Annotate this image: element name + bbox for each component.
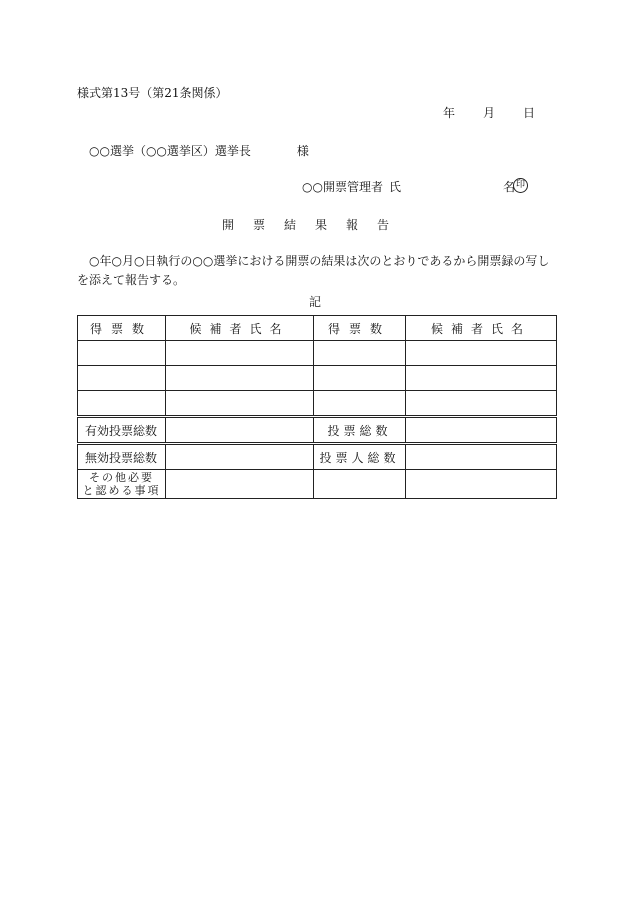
cell[interactable] <box>314 366 406 391</box>
body-text: ○年○月○日執行の○○選挙における開票の結果は次のとおりであるから開票録の写しを添えて報告する。 <box>77 254 550 287</box>
invalid-total-row <box>78 444 557 470</box>
valid-total-row <box>78 417 557 444</box>
results-table <box>77 315 557 499</box>
voter-total-label: 投票人総数 <box>314 444 406 470</box>
vote-total-label: 投票総数 <box>314 417 406 444</box>
seal-area <box>503 178 528 195</box>
addressee <box>89 142 309 159</box>
sender-surname: 氏 <box>388 180 401 194</box>
other-value-1[interactable] <box>166 470 314 499</box>
header-candidate-1: 候補者氏名 <box>166 316 314 341</box>
cell[interactable] <box>166 391 314 417</box>
seal-icon: 印 <box>513 178 528 193</box>
other-label-line2: と認める事項 <box>82 484 161 497</box>
date-month: 月 <box>483 106 496 120</box>
other-value-2[interactable] <box>314 470 406 499</box>
header-candidate-2: 候補者氏名 <box>406 316 557 341</box>
cell[interactable] <box>314 391 406 417</box>
document-title: 開票結果報告 <box>221 218 408 232</box>
table-row <box>78 391 557 417</box>
other-value-3[interactable] <box>406 470 557 499</box>
other-row <box>78 470 557 499</box>
invalid-total-value[interactable] <box>166 444 314 470</box>
voter-total-value[interactable] <box>406 444 557 470</box>
table-row <box>78 341 557 366</box>
valid-total-value[interactable] <box>166 417 314 444</box>
date-year: 年 <box>443 106 456 120</box>
date-line <box>443 104 535 121</box>
cell[interactable] <box>314 341 406 366</box>
table-row <box>78 366 557 391</box>
cell[interactable] <box>166 341 314 366</box>
form-number: 様式第13号（第21条関係） <box>77 86 228 100</box>
other-label <box>78 470 166 499</box>
cell[interactable] <box>78 341 166 366</box>
sender-role: ○○開票管理者 <box>302 180 383 194</box>
cell[interactable] <box>406 391 557 417</box>
addressee-name: ○○選挙（○○選挙区）選挙長 <box>89 144 251 158</box>
cell[interactable] <box>78 391 166 417</box>
sender <box>302 178 401 195</box>
cell[interactable] <box>166 366 314 391</box>
addressee-honorific: 様 <box>296 144 309 158</box>
cell[interactable] <box>406 341 557 366</box>
sender-given: 名 <box>503 180 516 194</box>
date-day: 日 <box>523 106 536 120</box>
ki-mark: 記 <box>308 295 321 309</box>
table-header-row <box>78 316 557 341</box>
cell[interactable] <box>406 366 557 391</box>
other-label-line1: その他必要 <box>89 471 154 484</box>
invalid-total-label: 無効投票総数 <box>78 444 166 470</box>
header-votes-1: 得票数 <box>78 316 166 341</box>
vote-total-value[interactable] <box>406 417 557 444</box>
valid-total-label: 有効投票総数 <box>78 417 166 444</box>
header-votes-2: 得票数 <box>314 316 406 341</box>
cell[interactable] <box>78 366 166 391</box>
